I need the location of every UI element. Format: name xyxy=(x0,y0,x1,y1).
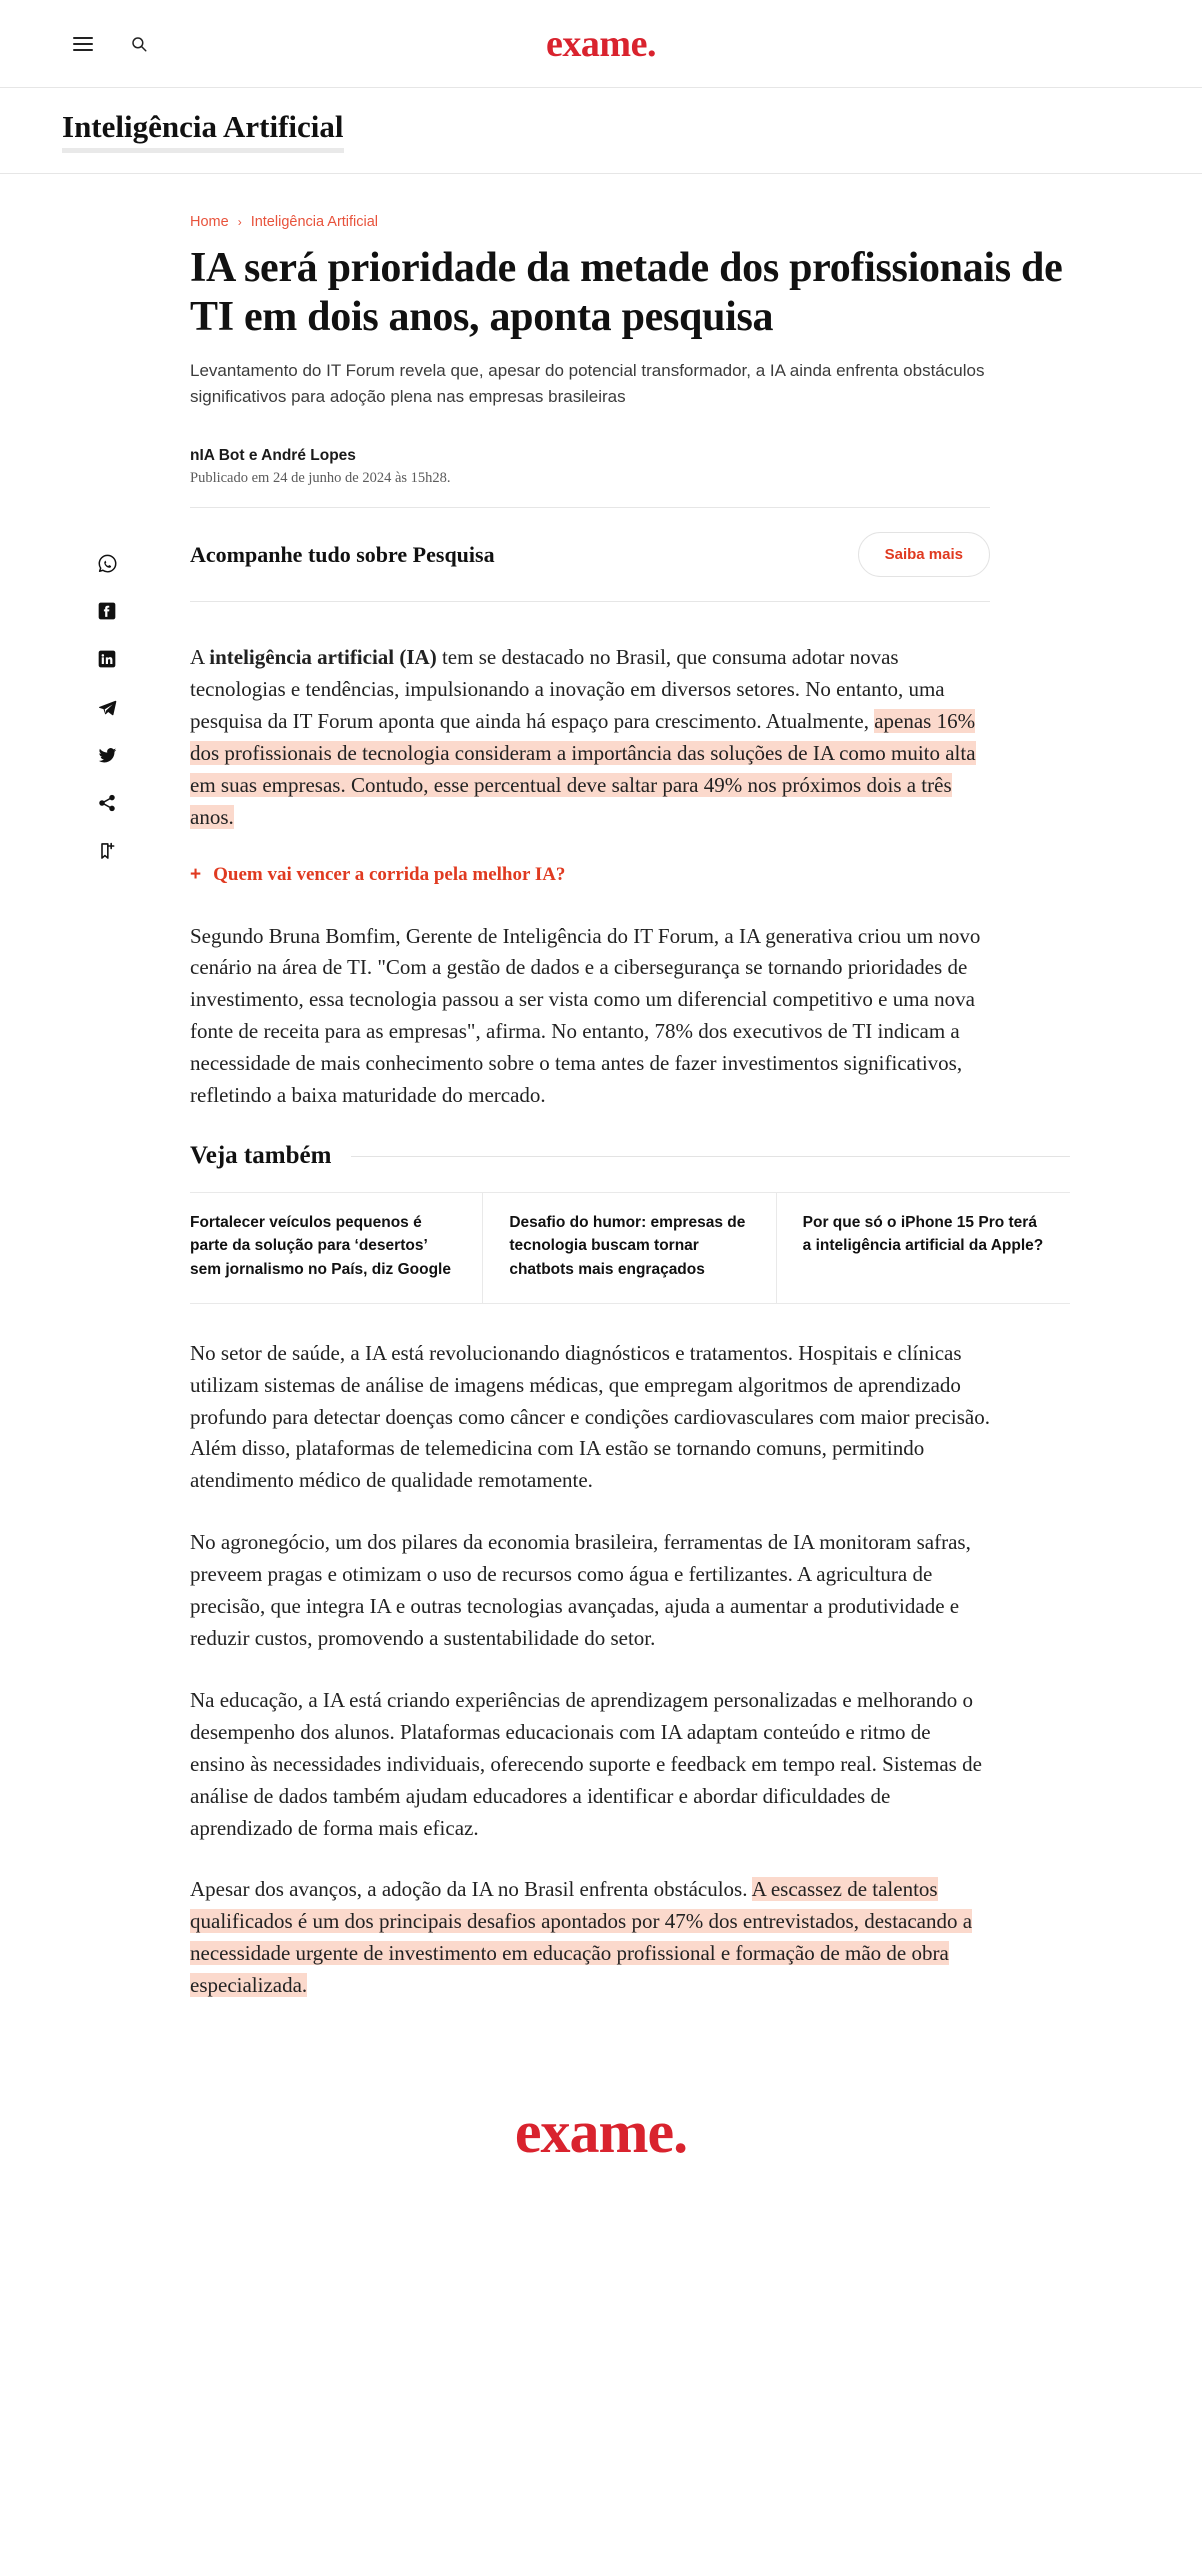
paragraph-4: No agronegócio, um dos pilares da economia brasileira, ferramentas de IA monitoram safras, preveem pragas e otimizam o uso de recursos como água e fertilizantes. A agricultura de precisão, que integra IA e outras tecnologias avançadas, ajuda a aumentar a produtividade e reduzir custos, promovendo a sustentabilidade do setor. xyxy=(190,1530,971,1651)
chevron-right-icon: › xyxy=(237,215,242,230)
plus-icon: + xyxy=(190,863,202,885)
veja-card-title: Por que só o iPhone 15 Pro terá a inteligência artificial da Apple? xyxy=(802,1214,1044,1255)
veja-tambem-rule xyxy=(351,1156,1070,1157)
follow-topic-label: Acompanhe tudo sobre Pesquisa xyxy=(190,541,495,567)
p1-mid: tem se destacado no Brasil, que consuma adotar novas tecnologias e tendências, impulsionando a inovação em diversos setores. No entanto, uma pesquisa da IT Forum aponta que ainda há espaço para crescimento. Atualmente, xyxy=(190,645,945,734)
article-column xyxy=(190,174,1070,2002)
veja-card-title: Fortalecer veículos pequenos é parte da solução para ‘desertos’ sem jornalismo no País, diz Google xyxy=(190,1214,451,1278)
site-logo[interactable]: exame. xyxy=(546,22,656,65)
follow-topic-strip xyxy=(190,507,990,602)
header-actions xyxy=(68,29,154,59)
byline xyxy=(190,447,1070,487)
p1-lead: A xyxy=(190,645,210,670)
page-body xyxy=(0,174,1202,2172)
veja-tambem-section xyxy=(190,1142,1070,1304)
linkedin-icon[interactable] xyxy=(96,648,118,670)
section-title[interactable]: Inteligência Artificial xyxy=(62,110,344,153)
paragraph-1 xyxy=(190,642,990,833)
site-header xyxy=(0,0,1202,88)
saiba-mais-button[interactable]: Saiba mais xyxy=(858,532,990,577)
breadcrumb-current[interactable]: Inteligência Artificial xyxy=(250,214,379,231)
share-icon[interactable] xyxy=(96,792,118,814)
paragraph-5: Na educação, a IA está criando experiências de aprendizagem personalizadas e melhorando o desempenho dos alunos. Plataformas educacionais com IA adaptam conteúdo e ritmo de ensino às necessidades individuais, oferecendo suporte e feedback em tempo real. Sistemas de análise de dados também ajudam educadores a identificar e abordar dificuldades de aprendizado de forma mais eficaz. xyxy=(190,1687,982,1840)
p1-highlighted-text: apenas 16% dos profissionais de tecnologia consideram a importância das soluções de IA como muito alta em suas empresas. Contudo, esse percentual deve saltar para 49% nos próximos dois a três anos. xyxy=(190,709,976,829)
article-body xyxy=(190,642,990,1112)
veja-tambem-grid xyxy=(190,1192,1070,1304)
p1-bold-term: inteligência artificial (IA) xyxy=(209,645,437,670)
p6-highlighted-text: A escassez de talentos qualificados é um dos principais desafios apontados por 47% dos entrevistados, destacando a necessidade urgente de investimento em educação profissional e formação de mão de obra especializada. xyxy=(190,1877,973,1998)
facebook-icon[interactable] xyxy=(96,600,118,622)
telegram-icon[interactable] xyxy=(96,696,118,718)
hamburger-menu-button[interactable] xyxy=(68,29,98,59)
paragraph-3: No setor de saúde, a IA está revolucionando diagnósticos e tratamentos. Hospitais e clínicas utilizam sistemas de análise de imagens médicas, que empregam algoritmos de aprendizado profundo para detectar doenças como câncer e condições cardiovasculares com maior precisão. Além disso, plataformas de telemedicina com IA estão se tornando comuns, permitindo atendimento médico de qualidade remotamente. xyxy=(190,1340,990,1493)
veja-card-title: Desafio do humor: empresas de tecnologia buscam tornar chatbots mais engraçados xyxy=(509,1214,746,1278)
p6-lead: Apesar dos avanços, a adoção da IA no Brasil enfrenta obstáculos. xyxy=(190,1877,752,1902)
section-title-bar xyxy=(0,88,1202,174)
search-icon xyxy=(130,35,148,53)
twitter-icon[interactable] xyxy=(96,744,118,766)
breadcrumb-home[interactable]: Home xyxy=(190,214,229,231)
list-item[interactable] xyxy=(777,1193,1070,1303)
whatsapp-icon[interactable] xyxy=(96,552,118,574)
search-button[interactable] xyxy=(124,29,154,59)
paragraph-2: Segundo Bruna Bomfim, Gerente de Inteligência do IT Forum, a IA generativa criou um novo cenário na área de TI. "Com a gestão de dados e a cibersegurança se tornando prioridades de investimento, essa tecnologia passou a ser vista como um diferencial competitivo e uma nova fonte de receita para as empresas", afirma. No entanto, 78% dos executivos de TI indicam a necessidade de mais conhecimento sobre o tema antes de fazer investimentos significativos, refletindo a baixa maturidade do mercado. xyxy=(190,923,981,1108)
veja-tambem-title: Veja também xyxy=(190,1142,332,1170)
article-body-continued xyxy=(190,1338,990,2002)
inline-related-title[interactable]: Quem vai vencer a corrida pela melhor IA? xyxy=(213,863,566,885)
list-item[interactable] xyxy=(190,1193,483,1303)
share-rail xyxy=(96,552,118,862)
byline-date: Publicado em 24 de junho de 2024 às 15h28. xyxy=(190,470,451,487)
hamburger-icon xyxy=(73,37,93,51)
bookmark-add-icon[interactable] xyxy=(96,840,118,862)
breadcrumb xyxy=(190,214,1070,230)
list-item[interactable] xyxy=(483,1193,776,1303)
article-standfirst: Levantamento do IT Forum revela que, apesar do potencial transformador, a IA ainda enfrenta obstáculos significativos para adoção plena nas empresas brasileiras xyxy=(190,361,985,406)
paragraph-6 xyxy=(190,1874,990,2002)
inline-related-link[interactable] xyxy=(190,864,990,887)
byline-authors[interactable]: nIA Bot e André Lopes xyxy=(190,447,356,465)
page-title: IA será prioridade da metade dos profissionais de TI em dois anos, aponta pesquisa xyxy=(190,245,1063,341)
site-footer xyxy=(0,2032,1202,2172)
footer-logo[interactable]: exame. xyxy=(514,2099,688,2166)
veja-tambem-header xyxy=(190,1142,1070,1170)
